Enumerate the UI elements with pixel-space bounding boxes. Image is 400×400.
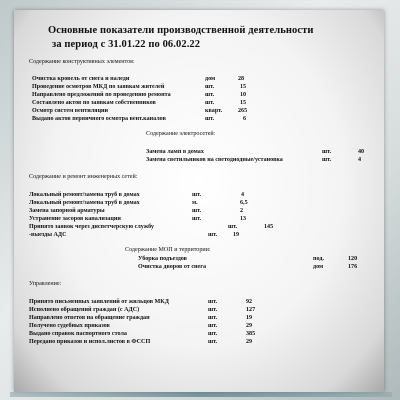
row-value: 6	[243, 116, 247, 122]
row-unit: шт.	[208, 339, 218, 345]
row-label: Направлено предложений по проведению ремонта	[32, 92, 171, 98]
document-title-line1: Основные показатели производственной деятельности	[48, 25, 314, 36]
row-label: Составлено актов по заявкам собственников	[32, 100, 156, 106]
row-unit: шт.	[205, 116, 215, 122]
row-label: Локальный ремонт/замена труб в домах	[29, 192, 140, 198]
row-value: 29	[246, 323, 253, 329]
row-unit: под.	[313, 256, 324, 262]
row-unit: шт.	[205, 92, 215, 98]
row-value: 6,5	[240, 200, 248, 206]
section-header-electrical: Содержание электросетей:	[146, 131, 216, 137]
row-value: 145	[264, 224, 274, 230]
row-label: Уборка подъездов	[138, 256, 187, 262]
row-label: Осмотр систем вентиляции	[32, 108, 109, 114]
row-value: 15	[240, 100, 247, 106]
row-value: 15	[240, 84, 247, 90]
row-unit: шт.	[208, 232, 218, 238]
row-label: Выдано актов первичного осмотра вент.каналов	[32, 116, 166, 122]
row-label: Исполнено обращений граждан (с АДС)	[29, 307, 140, 313]
row-label: Передано приказов и испол.листов в ФССП	[29, 339, 151, 345]
row-label: Очистка дворов от снега	[138, 264, 207, 270]
row-value: 176	[348, 264, 358, 270]
row-unit: шт.	[192, 208, 202, 214]
row-label: Принято заявок через диспетчерскую службу	[29, 224, 154, 230]
row-unit: шт.	[205, 84, 215, 90]
row-unit: дом	[313, 264, 324, 270]
row-unit: шт.	[322, 149, 332, 155]
row-value: 4	[241, 192, 245, 198]
section-header-territory: Содержание МОП и территории:	[125, 247, 211, 253]
row-unit: шт.	[208, 307, 218, 313]
row-value: 10	[240, 92, 247, 98]
row-unit: шт.	[322, 157, 332, 163]
row-unit: кварт.	[205, 108, 223, 114]
row-unit: дом	[205, 76, 216, 82]
row-value: 28	[238, 76, 245, 82]
row-unit: шт.	[208, 299, 218, 305]
row-value: 385	[246, 331, 256, 337]
sheet-shadow	[10, 392, 392, 397]
row-unit: м.	[192, 200, 198, 206]
row-label: Проведение осмотров МКД по заявкам жителей	[32, 84, 165, 90]
row-value: 92	[246, 299, 253, 305]
row-label: Очистка кровель от снега и наледи	[32, 76, 130, 82]
row-value: 13	[240, 216, 247, 222]
row-value: 265	[238, 108, 248, 114]
row-unit: шт.	[192, 216, 202, 222]
row-value: 127	[246, 307, 256, 313]
row-value: 19	[246, 315, 253, 321]
row-value: 29	[246, 339, 253, 345]
row-value: 19	[233, 232, 240, 238]
row-unit: шт.	[208, 315, 218, 321]
row-unit: шт.	[208, 331, 218, 337]
row-unit: шт.	[205, 100, 215, 106]
document-title-line2: за период с 31.01.22 по 06.02.22	[52, 39, 201, 50]
row-label: Принято письменных заявлений от жильцов МКД	[29, 299, 169, 305]
section-header-engineering: Содержание и ремонт инженерных сетей:	[29, 174, 138, 180]
row-value: 2	[240, 208, 244, 214]
row-unit: шт.	[228, 224, 238, 230]
row-label: -выезды АДС	[29, 232, 67, 238]
row-label: Локальный ремонт/замена труб в домах	[29, 200, 140, 206]
row-value: 40	[358, 149, 365, 155]
row-label: Выдано справок паспортного стола	[29, 331, 127, 337]
row-unit: шт.	[208, 323, 218, 329]
section-header-management: Управление:	[29, 281, 62, 287]
row-value: 120	[348, 256, 358, 262]
row-value: 4	[358, 157, 362, 163]
row-label: Замена светильников на светодиодные/установка	[146, 157, 283, 163]
section-header-structural: Содержание конструктивных элементов:	[29, 59, 135, 65]
row-unit: шт.	[192, 192, 202, 198]
row-label: Получено судебных приказов	[29, 323, 110, 329]
row-label: Замена запорной арматуры	[29, 208, 105, 214]
row-label: Устранение засоров канализации	[29, 216, 121, 222]
row-label: Направлено ответов на обращение граждан	[29, 315, 150, 321]
row-label: Замена ламп в домах	[146, 149, 204, 155]
